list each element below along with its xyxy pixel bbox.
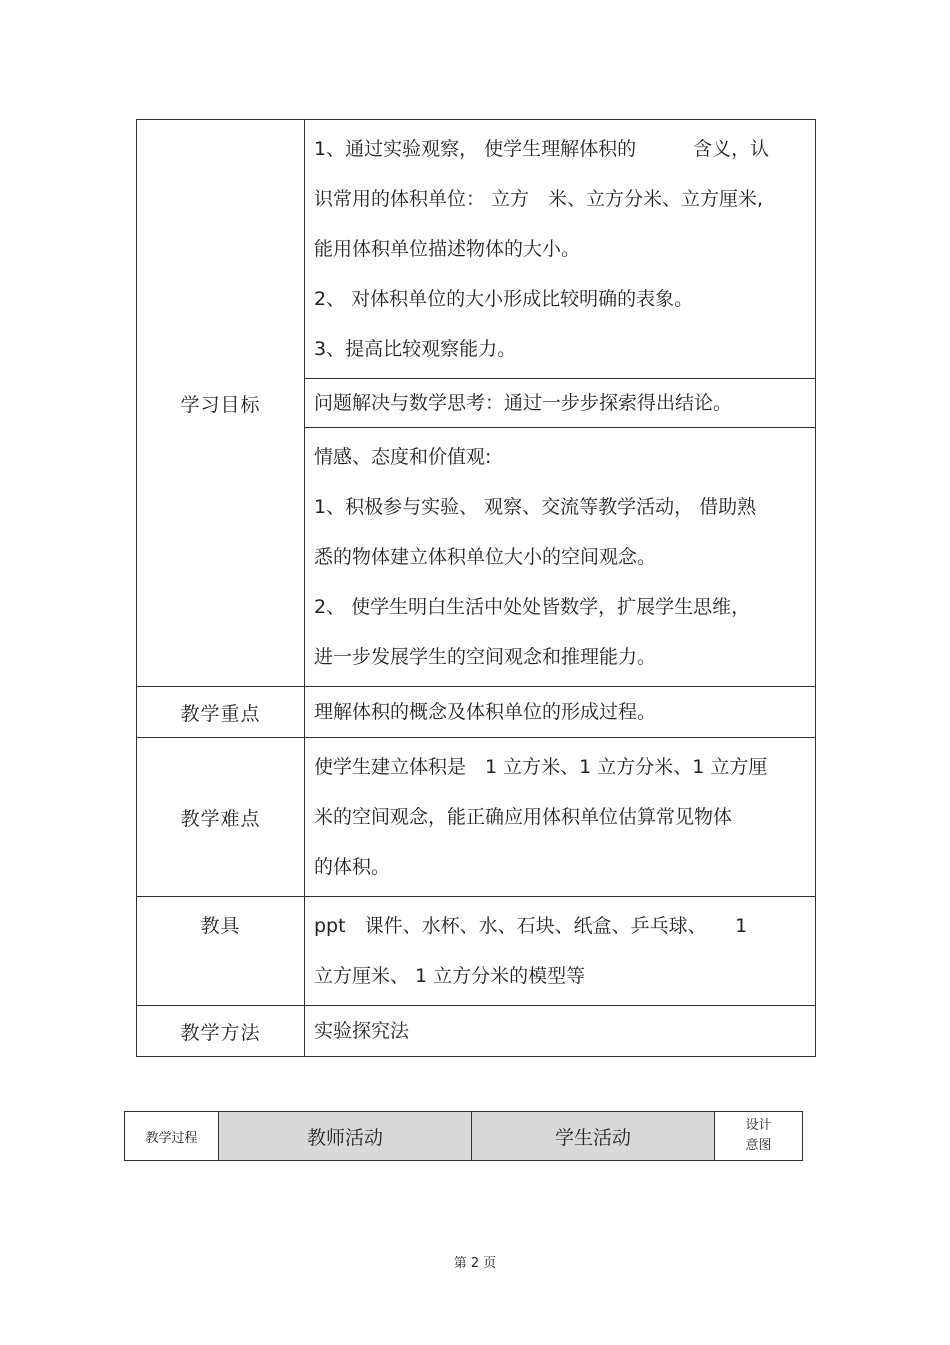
text-line: 2、 使学生明白生活中处处皆数学，扩展学生思维，: [314, 596, 751, 618]
method-label: 教学方法: [137, 1006, 305, 1057]
page-number: 第 2 页: [453, 1256, 497, 1271]
text-line: 问题解决与数学思考：通过一步步探索得出结论。: [314, 392, 733, 414]
text-line: 情感、态度和价值观:: [314, 446, 492, 468]
method-cell: [305, 1006, 816, 1057]
text-line: 的体积。: [314, 856, 391, 878]
text-line: 能用体积单位描述物体的大小。: [314, 238, 581, 260]
objectives-thinking-cell: [305, 379, 816, 428]
design-intent-line-1: 设计: [745, 1118, 772, 1133]
text-line: 立方厘米、 1 立方分米的模型等: [314, 965, 586, 987]
objectives-attitude-cell: [305, 428, 816, 687]
text-line: 使学生建立体积是 1 立方米、1 立方分米、1 立方厘: [314, 756, 768, 778]
key-points-label: 教学重点: [137, 687, 305, 738]
text-line: ppt 课件、水杯、水、石块、纸盒、乒乓球、 1: [314, 915, 748, 937]
text-line: 悉的物体建立体积单位大小的空间观念。: [314, 546, 657, 568]
text-line: 实验探究法: [314, 1020, 410, 1042]
text-line: 米的空间观念，能正确应用体积单位估算常见物体: [314, 806, 733, 828]
lesson-plan-table: [136, 119, 816, 1057]
text-line: 3、提高比较观察能力。: [314, 338, 517, 360]
objectives-knowledge-cell: [305, 120, 816, 379]
teaching-process-header: [124, 1111, 803, 1161]
tools-label: 教具: [137, 897, 305, 1006]
key-points-cell: [305, 687, 816, 738]
difficulties-cell: [305, 738, 816, 897]
design-intent-header: [715, 1112, 803, 1161]
text-line: 进一步发展学生的空间观念和推理能力。: [314, 646, 657, 668]
objectives-label: 学习目标: [137, 120, 305, 687]
difficulties-label: 教学难点: [137, 738, 305, 897]
process-label: 教学过程: [125, 1112, 219, 1161]
tools-cell: [305, 897, 816, 1006]
student-activity-header: 学生活动: [472, 1112, 715, 1161]
text-line: 1、积极参与实验、 观察、交流等教学活动， 借助熟: [314, 496, 757, 518]
text-line: 1、通过实验观察， 使学生理解体积的 含义，认: [314, 138, 770, 160]
text-line: 2、 对体积单位的大小形成比较明确的表象。: [314, 288, 694, 310]
text-line: 识常用的体积单位： 立方 米、立方分米、立方厘米,: [314, 188, 764, 210]
design-intent-line-2: 意图: [745, 1138, 772, 1153]
teacher-activity-header: 教师活动: [219, 1112, 472, 1161]
text-line: 理解体积的概念及体积单位的形成过程。: [314, 701, 657, 723]
